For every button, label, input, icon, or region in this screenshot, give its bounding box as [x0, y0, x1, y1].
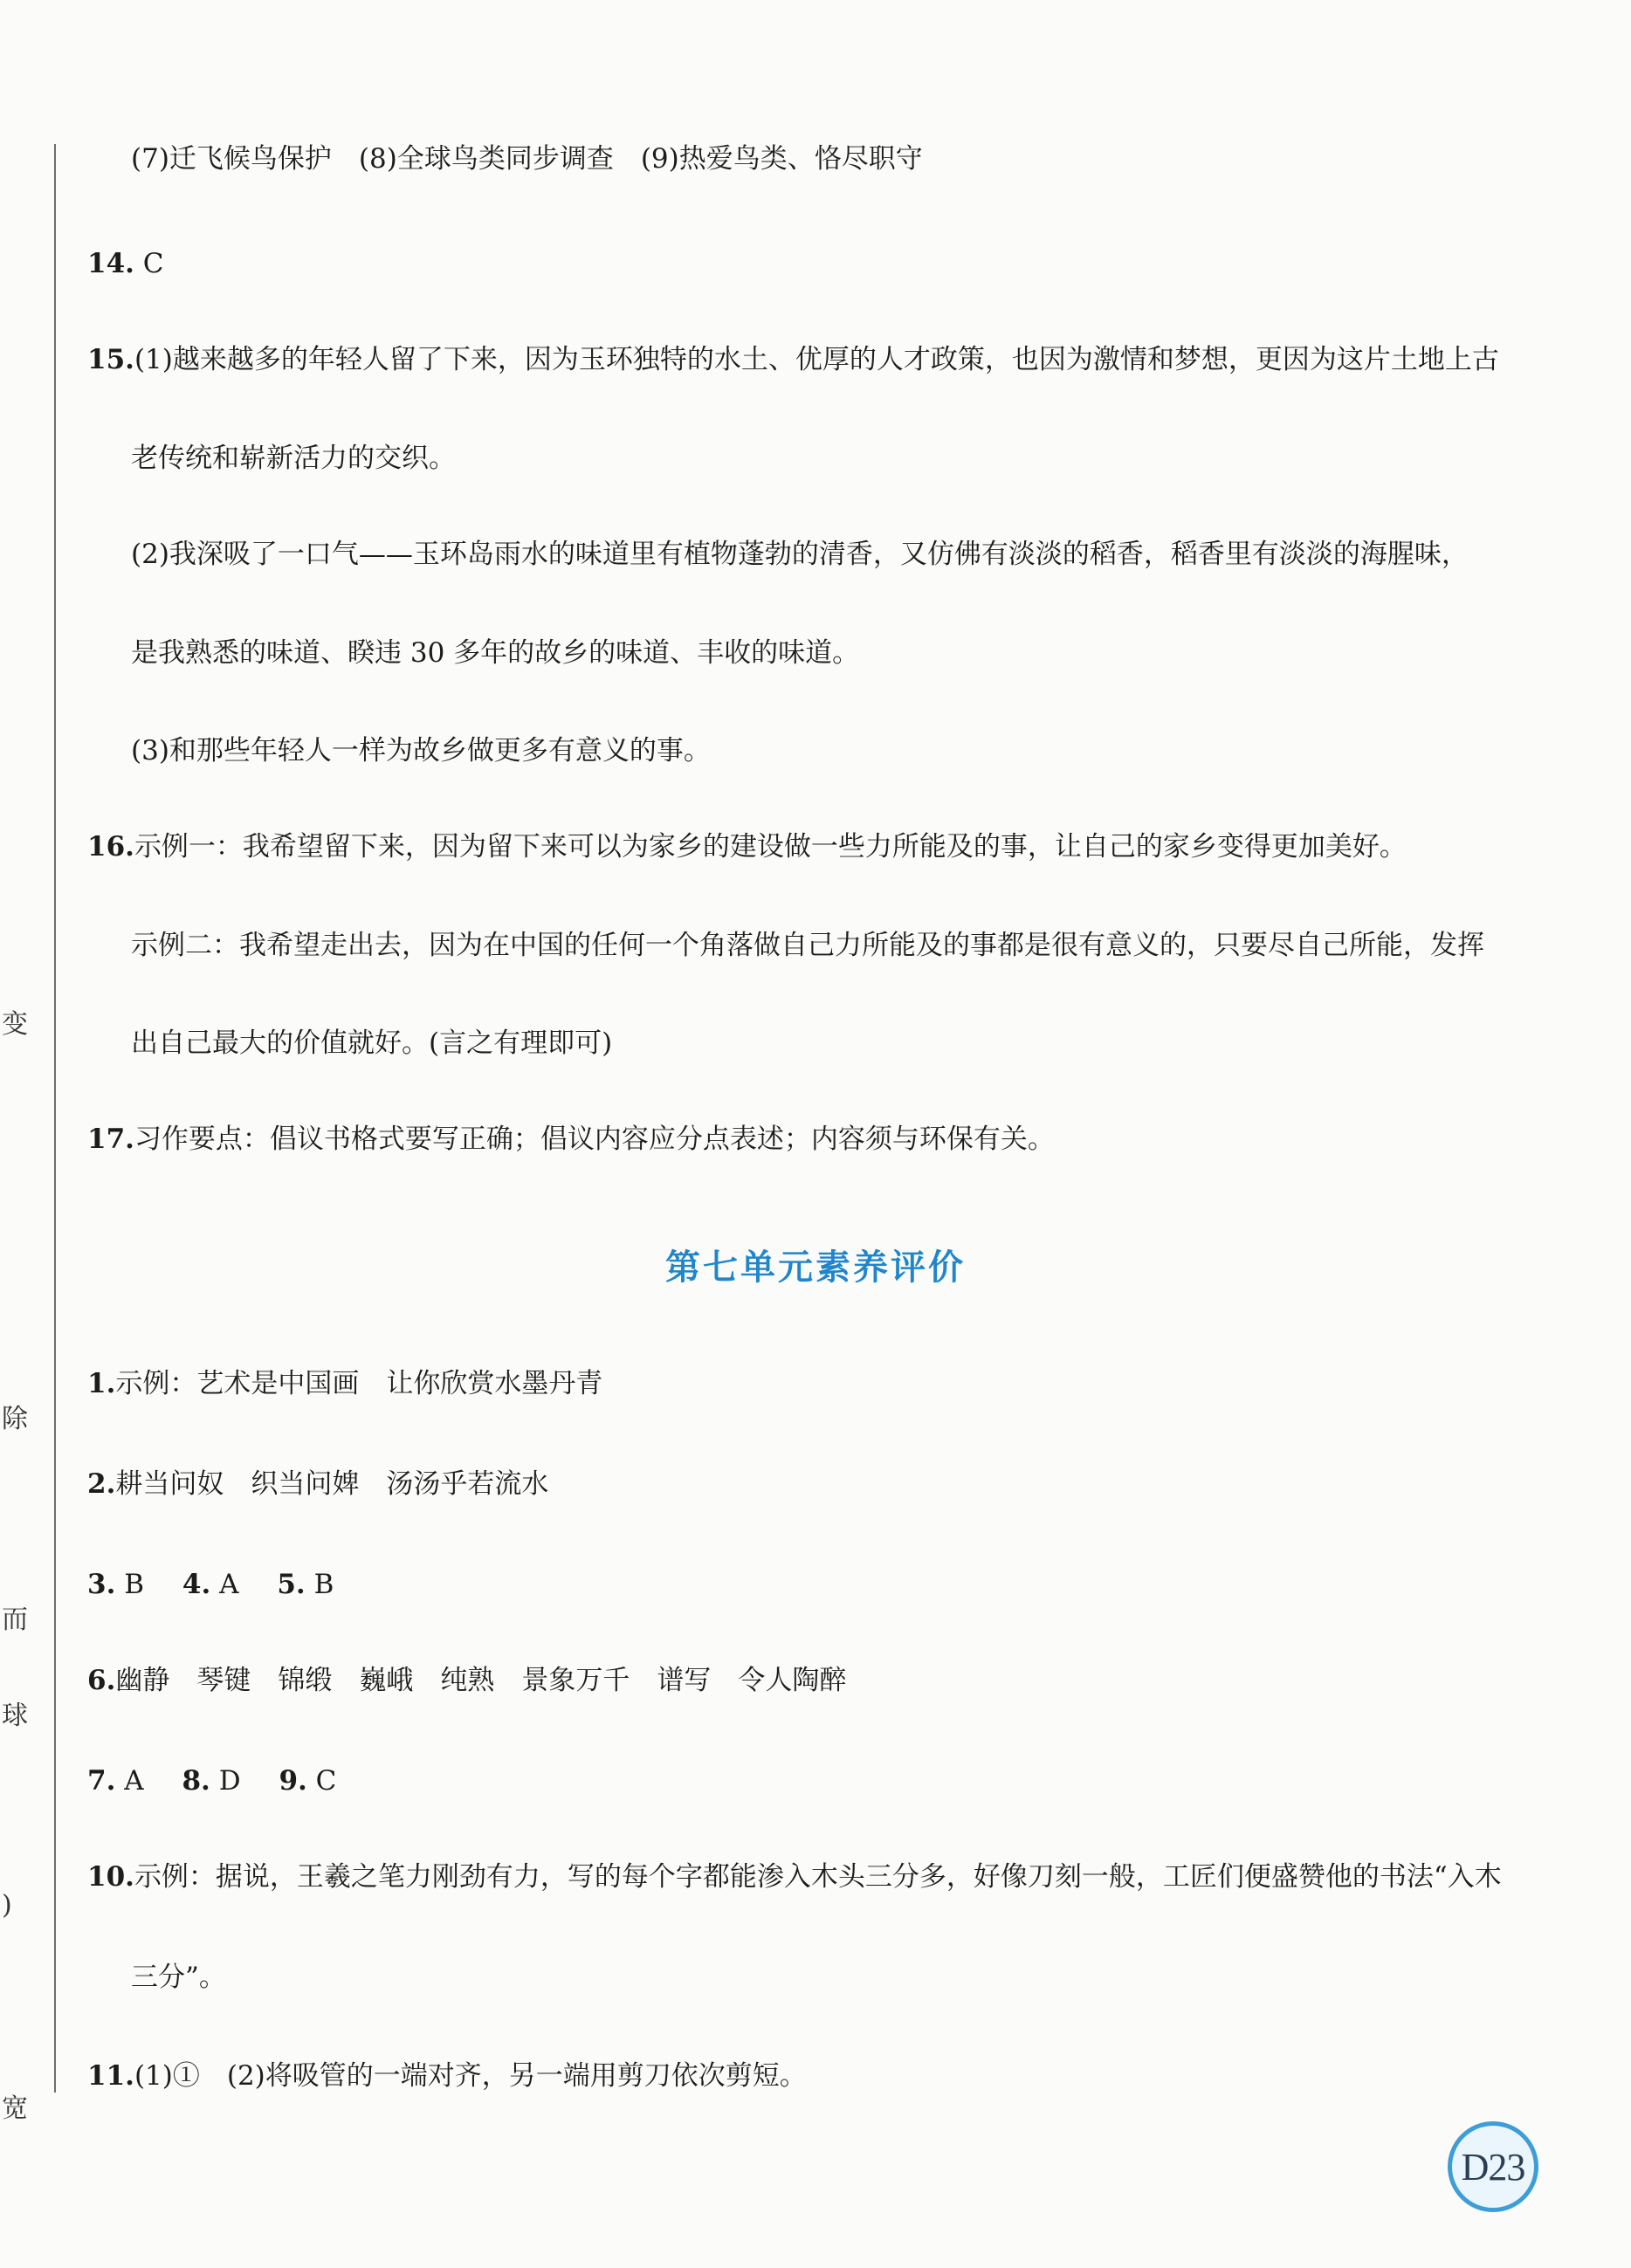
answer-15 — [87, 342, 1499, 377]
question-number: 8. — [182, 1765, 210, 1797]
answer-11 — [87, 2058, 807, 2093]
gutter-char: 宽 — [2, 2093, 28, 2124]
question-number: 17. — [87, 1124, 134, 1155]
answer-14 — [87, 246, 164, 281]
question-number: 11. — [87, 2060, 134, 2092]
answer-line: (2)我深吸了一口气——玉环岛雨水的味道里有植物蓬勃的清香，又仿佛有淡淡的稻香，稻香里有淡淡的海腥味， — [131, 539, 1469, 570]
answer-text: A — [124, 1765, 144, 1797]
question-number: 6. — [87, 1665, 116, 1696]
answer-text: 幽静 琴键 锦缎 巍峨 纯熟 景象万千 谱写 令人陶醉 — [115, 1665, 847, 1696]
answer-text: C — [134, 248, 164, 279]
answer-line: (7)迁飞候鸟保护 (8)全球鸟类同步调查 (9)热爱鸟类、恪尽职守 — [131, 143, 923, 175]
answer-text: (1)越来越多的年轻人留了下来，因为玉环独特的水土、优厚的人才政策，也因为激情和梦想，更因为这片土地上古 — [134, 344, 1499, 375]
answer-line: 出自己最大的价值就好。(言之有理即可) — [131, 1027, 613, 1059]
gutter-char: 球 — [2, 1701, 28, 1731]
answer-1 — [87, 1366, 602, 1401]
answer-text: (1)① (2)将吸管的一端对齐，另一端用剪刀依次剪短。 — [134, 2060, 807, 2092]
answer-text: 示例：据说，王羲之笔力刚劲有力，写的每个字都能渗入木头三分多，好像刀刻一般，工匠们便盛赞他的书法“入木 — [134, 1861, 1502, 1893]
answer-text: 示例：艺术是中国画 让你欣赏水墨丹青 — [115, 1368, 603, 1399]
answer-10 — [87, 1859, 1502, 1894]
section-title: 第七单元素养评价 — [665, 1247, 966, 1288]
question-number: 5. — [277, 1569, 306, 1600]
answer-3-5 — [87, 1567, 334, 1602]
question-number: 15. — [87, 344, 134, 375]
question-number: 10. — [87, 1861, 134, 1893]
answer-text: B — [313, 1569, 334, 1600]
answer-text: B — [124, 1569, 145, 1600]
answer-17 — [87, 1122, 1055, 1157]
answer-text: C — [315, 1765, 337, 1797]
page-number: D23 — [1461, 2145, 1525, 2189]
answer-line: 是我熟悉的味道、睽违 30 多年的故乡的味道、丰收的味道。 — [131, 637, 860, 669]
answer-6 — [87, 1663, 846, 1698]
answer-text: A — [219, 1569, 239, 1600]
question-number: 1. — [87, 1368, 116, 1399]
question-number: 16. — [87, 831, 134, 863]
margin-rule — [54, 144, 56, 2093]
question-number: 4. — [182, 1569, 211, 1600]
question-number: 7. — [87, 1765, 116, 1797]
question-number: 14. — [87, 248, 134, 279]
answer-line: (3)和那些年轻人一样为故乡做更多有意义的事。 — [131, 735, 711, 766]
answer-2 — [87, 1467, 548, 1502]
answer-7-9 — [87, 1763, 336, 1798]
answer-text: D — [218, 1765, 241, 1797]
answer-text: 示例一：我希望留下来，因为留下来可以为家乡的建设做一些力所能及的事，让自己的家乡变得更加美好。 — [134, 831, 1407, 863]
question-number: 3. — [87, 1569, 116, 1600]
question-number: 9. — [279, 1765, 307, 1797]
page-number-badge — [1448, 2121, 1538, 2212]
gutter-char: 除 — [2, 1404, 28, 1434]
answer-line: 示例二：我希望走出去，因为在中国的任何一个角落做自己力所能及的事都是很有意义的，只要尽自己所能，发挥 — [131, 930, 1484, 961]
answer-line: 老传统和崭新活力的交织。 — [131, 443, 456, 474]
gutter-char: ) — [2, 1890, 12, 1921]
answer-text: 习作要点：倡议书格式要写正确；倡议内容应分点表述；内容须与环保有关。 — [134, 1124, 1055, 1155]
gutter-char: 变 — [2, 1009, 28, 1040]
question-number: 2. — [87, 1468, 116, 1500]
answer-line: 三分”。 — [131, 1962, 226, 1993]
answer-16 — [87, 829, 1407, 864]
gutter-char: 而 — [2, 1605, 28, 1635]
answer-text: 耕当问奴 织当问婢 汤汤乎若流水 — [115, 1468, 549, 1500]
